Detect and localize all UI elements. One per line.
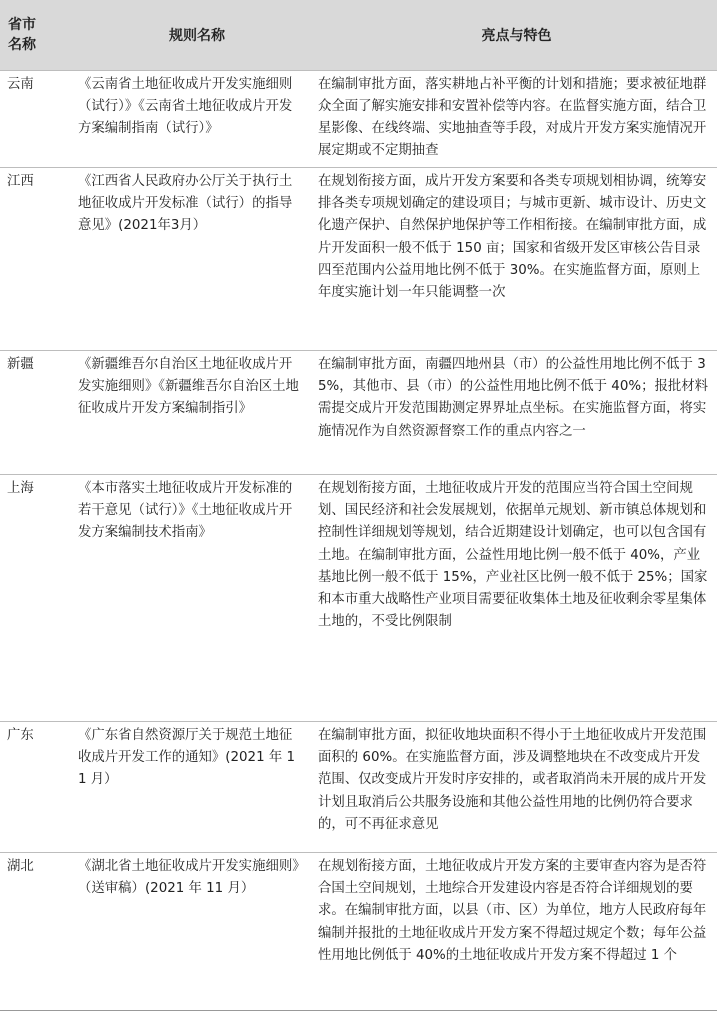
- table-row: [0, 70, 717, 167]
- features-cell: 在编制审批方面，南疆四地州县（市）的公益性用地比例不低于 35%，其他市、县（市）的公益性用地比例不低于 40%；报批材料需提交成片开发范围勘测定界界址点坐标。在实施监督方面，将实施情况作为自然资源督察工作的重点内容之一: [318, 356, 709, 439]
- rule-name-cell: 《新疆维吾尔自治区土地征收成片开发实施细则》《新疆维吾尔自治区土地征收成片开发方案编制指引》: [78, 356, 299, 417]
- features-cell: 在规划衔接方面，土地征收成片开发方案的主要审查内容为是否符合国土空间规划，土地综合开发建设内容是否符合详细规划的要求。在编制审批方面，以县（市、区）为单位，地方人民政府每年编制并报批的土地征收成片开发方案不得超过规定个数；每年公益性用地比例低于 40%的土地征收成片开发方案不得超过 1 个: [318, 858, 707, 963]
- table-row: [0, 474, 717, 721]
- header-province-line2: 名称: [8, 36, 36, 53]
- province-cell: 湖北: [7, 858, 34, 874]
- province-cell: 云南: [7, 76, 34, 92]
- table-row: [0, 852, 717, 1010]
- table-row: [0, 721, 717, 852]
- header-province: [0, 0, 78, 70]
- features-cell: 在规划衔接方面，土地征收成片开发的范围应当符合国土空间规划、国民经济和社会发展规划，依据单元规划、新市镇总体规划和控制性详细规划等规划，结合近期建设计划确定，也可以包含国有土地。在编制审批方面，公益性用地比例一般不低于 40%，产业基地比例一般不低于 15%，产业社区比例一般不低于 25%；国家和本市重大战略性产业项目需要征收集体土地及征收剩余零星集体土地的，不受比例限制: [318, 480, 708, 630]
- rule-name-cell: 《湖北省土地征收成片开发实施细则》（送审稿）(2021 年 11 月）: [78, 858, 299, 896]
- table-row: [0, 350, 717, 474]
- rule-name-cell: 《本市落实土地征收成片开发标准的若干意见（试行）》《土地征收成片开发方案编制技术指南》: [78, 480, 293, 541]
- features-cell: 在编制审批方面，落实耕地占补平衡的计划和措施；要求被征地群众全面了解实施安排和安置补偿等内容。在监督实施方面，结合卫星影像、在线终端、实地抽查等手段，对成片开发方案实施情况开展定期或不定期抽查: [318, 76, 707, 159]
- table-header-row: [0, 0, 717, 70]
- rule-name-cell: 《江西省人民政府办公厅关于执行土地征收成片开发标准（试行）的指导意见》(2021年3月）: [78, 173, 293, 234]
- rule-name-cell: 《广东省自然资源厅关于规范土地征收成片开发工作的通知》(2021 年 11 月）: [78, 727, 296, 788]
- header-rule-name: 规则名称: [169, 27, 225, 44]
- header-features: 亮点与特色: [481, 27, 552, 44]
- province-cell: 江西: [7, 173, 34, 189]
- features-cell: 在规划衔接方面，成片开发方案要和各类专项规划相协调，统筹安排各类专项规划确定的建设项目；与城市更新、城市设计、历史文化遗产保护、自然保护地保护等工作相衔接。在编制审批方面，成片开发面积一般不低于 150 亩；国家和省级开发区审核公告目录四至范围内公益用地比例不低于 30%。在实施监督方面，原则上年度实施计划一年只能调整一次: [318, 173, 707, 301]
- header-province-line1: 省市: [8, 16, 36, 33]
- province-cell: 新疆: [7, 356, 34, 372]
- table-row: [0, 167, 717, 350]
- features-cell: 在编制审批方面，拟征收地块面积不得小于土地征收成片开发范围面积的 60%。在实施监督方面，涉及调整地块在不改变成片开发范围、仅改变成片开发时序安排的，或者取消尚未开展的成片开发计划且取消后公共服务设施和其他公益性用地的比例仍符合要求的，可不再征求意见: [318, 727, 707, 832]
- province-cell: 广东: [7, 727, 34, 743]
- province-cell: 上海: [7, 480, 34, 496]
- rule-name-cell: 《云南省土地征收成片开发实施细则（试行）》《云南省土地征收成片开发方案编制指南（试行）》: [78, 76, 293, 137]
